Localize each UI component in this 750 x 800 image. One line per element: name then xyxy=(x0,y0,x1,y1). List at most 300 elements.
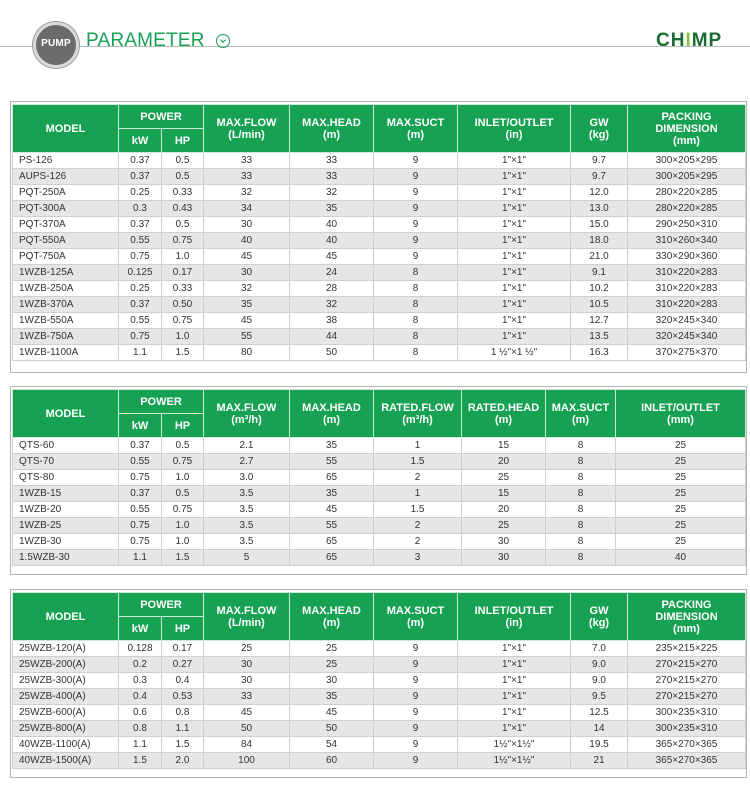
table-cell: 28 xyxy=(290,281,374,297)
table-cell: 35 xyxy=(204,297,290,313)
table-cell: 1.0 xyxy=(162,534,204,550)
model-cell: AUPS-126 xyxy=(13,169,119,185)
table-cell: 9 xyxy=(374,185,458,201)
table-cell: 0.43 xyxy=(162,201,204,217)
table-cell: 0.128 xyxy=(119,641,162,657)
table-row xyxy=(13,217,746,233)
table-cell: 9.1 xyxy=(571,265,628,281)
table-row xyxy=(13,153,746,169)
table-row xyxy=(13,185,746,201)
table-cell: 1"×1" xyxy=(458,265,571,281)
table-row xyxy=(13,297,746,313)
table-cell: 365×270×365 xyxy=(628,753,746,769)
table-cell: 40 xyxy=(290,217,374,233)
table-cell: 16.3 xyxy=(571,345,628,361)
table-cell: 8 xyxy=(546,438,616,454)
table-cell: 30 xyxy=(204,265,290,281)
table-cell: 40 xyxy=(204,233,290,249)
table-cell: 10.2 xyxy=(571,281,628,297)
table-cell: 50 xyxy=(290,345,374,361)
table-cell: 45 xyxy=(204,313,290,329)
table-row xyxy=(13,657,746,673)
table-cell: 1"×1" xyxy=(458,281,571,297)
table-cell: 365×270×365 xyxy=(628,737,746,753)
table-cell: 32 xyxy=(290,297,374,313)
table-cell: 300×205×295 xyxy=(628,153,746,169)
spec-table-3 xyxy=(12,592,746,769)
table-cell: 2 xyxy=(374,518,462,534)
table-cell: 9 xyxy=(374,169,458,185)
table-cell: 9 xyxy=(374,641,458,657)
table-cell: 32 xyxy=(204,281,290,297)
table-cell: 9.5 xyxy=(571,689,628,705)
pump-badge xyxy=(33,22,79,68)
header-packing-dimension: PACKING DIMENSION (mm) xyxy=(628,105,746,153)
table-cell: 65 xyxy=(290,534,374,550)
table-row xyxy=(13,313,746,329)
model-cell: 25WZB-800(A) xyxy=(13,721,119,737)
table-row xyxy=(13,721,746,737)
table-cell: 35 xyxy=(290,689,374,705)
table-cell: 0.37 xyxy=(119,217,162,233)
table-row xyxy=(13,518,746,534)
table-cell: 33 xyxy=(204,169,290,185)
table-cell: 1.5 xyxy=(119,753,162,769)
table-row xyxy=(13,281,746,297)
table-cell: 1"×1" xyxy=(458,297,571,313)
header-inlet-outlet: INLET/OUTLET (mm) xyxy=(616,390,746,438)
header-inlet-outlet: INLET/OUTLET (in) xyxy=(458,105,571,153)
table-cell: 2 xyxy=(374,470,462,486)
pump-badge-label: PUMP xyxy=(41,37,71,49)
table-cell: 0.53 xyxy=(162,689,204,705)
model-cell: QTS-60 xyxy=(13,438,119,454)
model-cell: QTS-80 xyxy=(13,470,119,486)
table-cell: 1.1 xyxy=(162,721,204,737)
header-hp: HP xyxy=(162,617,204,641)
table-cell: 2 xyxy=(374,534,462,550)
table-cell: 25 xyxy=(616,454,746,470)
table-cell: 9.7 xyxy=(571,169,628,185)
header-kw: kW xyxy=(119,414,162,438)
table-cell: 1"×1" xyxy=(458,705,571,721)
table-cell: 55 xyxy=(290,454,374,470)
table-cell: 35 xyxy=(290,486,374,502)
table-cell: 2.0 xyxy=(162,753,204,769)
table-cell: 40 xyxy=(616,550,746,566)
table-cell: 1.5 xyxy=(162,345,204,361)
model-cell: 1WZB-15 xyxy=(13,486,119,502)
table-cell: 0.33 xyxy=(162,281,204,297)
table-cell: 0.55 xyxy=(119,454,162,470)
table-row xyxy=(13,534,746,550)
table-cell: 270×215×270 xyxy=(628,657,746,673)
table-cell: 0.8 xyxy=(162,705,204,721)
table-cell: 30 xyxy=(462,550,546,566)
table-cell: 300×205×295 xyxy=(628,169,746,185)
table-cell: 0.75 xyxy=(119,329,162,345)
table-cell: 9 xyxy=(374,201,458,217)
table-cell: 32 xyxy=(290,185,374,201)
table-cell: 1"×1" xyxy=(458,657,571,673)
header-model: MODEL xyxy=(13,593,119,641)
table-cell: 44 xyxy=(290,329,374,345)
table-cell: 1"×1" xyxy=(458,641,571,657)
header-gw: GW (kg) xyxy=(571,593,628,641)
header-kw: kW xyxy=(119,129,162,153)
model-cell: PS-126 xyxy=(13,153,119,169)
table-row xyxy=(13,265,746,281)
table-cell: 33 xyxy=(290,169,374,185)
header-inlet-outlet: INLET/OUTLET (in) xyxy=(458,593,571,641)
table-cell: 24 xyxy=(290,265,374,281)
table-cell: 0.5 xyxy=(162,169,204,185)
table-cell: 0.5 xyxy=(162,438,204,454)
table-cell: 235×215×225 xyxy=(628,641,746,657)
table-cell: 33 xyxy=(290,153,374,169)
table-cell: 12.7 xyxy=(571,313,628,329)
header-power: POWER xyxy=(119,390,204,414)
header-power: POWER xyxy=(119,105,204,129)
table-cell: 50 xyxy=(290,721,374,737)
table-cell: 5 xyxy=(204,550,290,566)
table-cell: 1 xyxy=(374,438,462,454)
table-row xyxy=(13,438,746,454)
header-kw: kW xyxy=(119,617,162,641)
table-cell: 12.0 xyxy=(571,185,628,201)
table-cell: 1"×1" xyxy=(458,329,571,345)
table-cell: 310×220×283 xyxy=(628,265,746,281)
table-cell: 30 xyxy=(290,673,374,689)
table-cell: 65 xyxy=(290,550,374,566)
table-cell: 0.33 xyxy=(162,185,204,201)
table-cell: 1.1 xyxy=(119,345,162,361)
table-cell: 1.5 xyxy=(374,502,462,518)
table-cell: 0.37 xyxy=(119,169,162,185)
model-cell: 1WZB-1100A xyxy=(13,345,119,361)
table-cell: 0.5 xyxy=(162,153,204,169)
table-cell: 0.25 xyxy=(119,185,162,201)
table-cell: 55 xyxy=(290,518,374,534)
table-cell: 30 xyxy=(204,657,290,673)
table-row xyxy=(13,550,746,566)
table-cell: 3.5 xyxy=(204,518,290,534)
table-cell: 370×275×370 xyxy=(628,345,746,361)
model-cell: 1WZB-550A xyxy=(13,313,119,329)
table-cell: 50 xyxy=(204,721,290,737)
table-cell: 40 xyxy=(290,233,374,249)
table-cell: 2.7 xyxy=(204,454,290,470)
model-cell: 40WZB-1100(A) xyxy=(13,737,119,753)
table-cell: 320×245×340 xyxy=(628,313,746,329)
table-cell: 3.5 xyxy=(204,502,290,518)
table-cell: 0.75 xyxy=(162,233,204,249)
table-cell: 9 xyxy=(374,657,458,673)
table-cell: 3.0 xyxy=(204,470,290,486)
table-row xyxy=(13,705,746,721)
table-cell: 15 xyxy=(462,438,546,454)
table-cell: 8 xyxy=(374,265,458,281)
table-row xyxy=(13,454,746,470)
table-cell: 8 xyxy=(374,281,458,297)
model-cell: 1WZB-370A xyxy=(13,297,119,313)
table-cell: 0.75 xyxy=(119,534,162,550)
table-cell: 8 xyxy=(546,534,616,550)
table-cell: 1"×1" xyxy=(458,249,571,265)
table-cell: 1 xyxy=(374,486,462,502)
header-hp: HP xyxy=(162,129,204,153)
table-cell: 1.5 xyxy=(374,454,462,470)
table-cell: 320×245×340 xyxy=(628,329,746,345)
brand-logo: CHIMP xyxy=(656,30,723,51)
model-cell: 1.5WZB-30 xyxy=(13,550,119,566)
header-max-suct: MAX.SUCT (m) xyxy=(374,105,458,153)
table-cell: 9.0 xyxy=(571,673,628,689)
table-cell: 0.50 xyxy=(162,297,204,313)
table-cell: 14 xyxy=(571,721,628,737)
header-packing-dimension: PACKING DIMENSION (mm) xyxy=(628,593,746,641)
header-power: POWER xyxy=(119,593,204,617)
table-row xyxy=(13,345,746,361)
table-row xyxy=(13,673,746,689)
table-cell: 0.17 xyxy=(162,265,204,281)
table-cell: 13.0 xyxy=(571,201,628,217)
table-cell: 25 xyxy=(616,534,746,550)
table-cell: 1½"×1½" xyxy=(458,753,571,769)
table-cell: 8 xyxy=(546,502,616,518)
table-cell: 8 xyxy=(546,470,616,486)
table-cell: 1"×1" xyxy=(458,153,571,169)
table-cell: 25 xyxy=(290,641,374,657)
spec-table-2 xyxy=(12,389,746,566)
table-cell: 20 xyxy=(462,502,546,518)
table-cell: 45 xyxy=(290,502,374,518)
table-cell: 300×235×310 xyxy=(628,721,746,737)
table-row xyxy=(13,201,746,217)
table-cell: 100 xyxy=(204,753,290,769)
model-cell: 1WZB-250A xyxy=(13,281,119,297)
table-cell: 1"×1" xyxy=(458,689,571,705)
table-cell: 310×220×283 xyxy=(628,297,746,313)
table-cell: 0.3 xyxy=(119,673,162,689)
table-cell: 0.125 xyxy=(119,265,162,281)
header-rated-head: RATED.HEAD (m) xyxy=(462,390,546,438)
table-cell: 18.0 xyxy=(571,233,628,249)
table-cell: 0.6 xyxy=(119,705,162,721)
header-max-suct: MAX.SUCT (m) xyxy=(546,390,616,438)
table-cell: 60 xyxy=(290,753,374,769)
table-cell: 1.5 xyxy=(162,550,204,566)
model-cell: 25WZB-300(A) xyxy=(13,673,119,689)
table-cell: 0.75 xyxy=(162,502,204,518)
model-cell: 1WZB-20 xyxy=(13,502,119,518)
table-cell: 8 xyxy=(546,454,616,470)
table-cell: 300×235×310 xyxy=(628,705,746,721)
page-title: PARAMETER xyxy=(86,30,205,51)
table-cell: 8 xyxy=(374,297,458,313)
header-max-suct: MAX.SUCT (m) xyxy=(374,593,458,641)
table-cell: 0.4 xyxy=(162,673,204,689)
table-cell: 280×220×285 xyxy=(628,185,746,201)
table-cell: 0.75 xyxy=(162,454,204,470)
table-cell: 1"×1" xyxy=(458,313,571,329)
table-cell: 1"×1" xyxy=(458,217,571,233)
table-cell: 20 xyxy=(462,454,546,470)
model-cell: 25WZB-400(A) xyxy=(13,689,119,705)
table-cell: 9 xyxy=(374,705,458,721)
table-cell: 21.0 xyxy=(571,249,628,265)
table-cell: 34 xyxy=(204,201,290,217)
table-cell: 9 xyxy=(374,721,458,737)
table-cell: 12.5 xyxy=(571,705,628,721)
header-hp: HP xyxy=(162,414,204,438)
table-row xyxy=(13,233,746,249)
table-cell: 1.0 xyxy=(162,470,204,486)
table-row xyxy=(13,169,746,185)
table-cell: 0.5 xyxy=(162,217,204,233)
table-cell: 0.27 xyxy=(162,657,204,673)
table-cell: 2.1 xyxy=(204,438,290,454)
table-cell: 19.5 xyxy=(571,737,628,753)
table-cell: 3 xyxy=(374,550,462,566)
table-cell: 0.4 xyxy=(119,689,162,705)
table-cell: 1"×1" xyxy=(458,169,571,185)
header-model: MODEL xyxy=(13,105,119,153)
table-cell: 8 xyxy=(546,550,616,566)
table-cell: 45 xyxy=(204,705,290,721)
table-cell: 0.8 xyxy=(119,721,162,737)
table-cell: 0.5 xyxy=(162,486,204,502)
table-cell: 9 xyxy=(374,689,458,705)
table-cell: 38 xyxy=(290,313,374,329)
spec-table-1 xyxy=(12,104,746,361)
table-cell: 9 xyxy=(374,217,458,233)
table-cell: 65 xyxy=(290,470,374,486)
table-cell: 25 xyxy=(616,502,746,518)
model-cell: QTS-70 xyxy=(13,454,119,470)
table-cell: 9 xyxy=(374,153,458,169)
model-cell: 1WZB-30 xyxy=(13,534,119,550)
table-cell: 15 xyxy=(462,486,546,502)
table-cell: 9 xyxy=(374,249,458,265)
table-cell: 310×260×340 xyxy=(628,233,746,249)
chevron-down-icon xyxy=(216,34,230,48)
table-cell: 0.55 xyxy=(119,502,162,518)
table-cell: 0.37 xyxy=(119,153,162,169)
table-cell: 1.0 xyxy=(162,329,204,345)
model-cell: 25WZB-600(A) xyxy=(13,705,119,721)
table-cell: 84 xyxy=(204,737,290,753)
table-cell: 1"×1" xyxy=(458,721,571,737)
table-cell: 1.1 xyxy=(119,550,162,566)
table-cell: 280×220×285 xyxy=(628,201,746,217)
table-row xyxy=(13,641,746,657)
table-cell: 1.0 xyxy=(162,518,204,534)
model-cell: PQT-370A xyxy=(13,217,119,233)
table-cell: 1"×1" xyxy=(458,673,571,689)
table-cell: 0.75 xyxy=(162,313,204,329)
table-cell: 3.5 xyxy=(204,534,290,550)
table-cell: 270×215×270 xyxy=(628,689,746,705)
table-cell: 0.17 xyxy=(162,641,204,657)
table-cell: 8 xyxy=(374,329,458,345)
table-cell: 0.55 xyxy=(119,233,162,249)
table-cell: 45 xyxy=(290,705,374,721)
table-cell: 290×250×310 xyxy=(628,217,746,233)
header-max-head: MAX.HEAD (m) xyxy=(290,105,374,153)
table-cell: 310×220×283 xyxy=(628,281,746,297)
table-cell: 0.55 xyxy=(119,313,162,329)
header-max-flow: MAX.FLOW (L/min) xyxy=(204,593,290,641)
table-cell: 1.5 xyxy=(162,737,204,753)
table-cell: 45 xyxy=(204,249,290,265)
header-model: MODEL xyxy=(13,390,119,438)
table-cell: 270×215×270 xyxy=(628,673,746,689)
table-cell: 30 xyxy=(204,217,290,233)
table-cell: 10.5 xyxy=(571,297,628,313)
table-cell: 25 xyxy=(204,641,290,657)
header-max-head: MAX.HEAD (m) xyxy=(290,593,374,641)
table-cell: 25 xyxy=(462,470,546,486)
model-cell: 1WZB-750A xyxy=(13,329,119,345)
table-cell: 8 xyxy=(546,486,616,502)
table-cell: 25 xyxy=(462,518,546,534)
table-cell: 0.2 xyxy=(119,657,162,673)
page-header xyxy=(0,0,750,86)
table-cell: 1"×1" xyxy=(458,201,571,217)
table-cell: 15.0 xyxy=(571,217,628,233)
header-max-flow: MAX.FLOW (m³/h) xyxy=(204,390,290,438)
table-cell: 1"×1" xyxy=(458,233,571,249)
table-cell: 30 xyxy=(462,534,546,550)
table-cell: 55 xyxy=(204,329,290,345)
table-cell: 9 xyxy=(374,737,458,753)
table-cell: 30 xyxy=(204,673,290,689)
table-cell: 25 xyxy=(290,657,374,673)
table-cell: 13.5 xyxy=(571,329,628,345)
table-row xyxy=(13,470,746,486)
table-cell: 33 xyxy=(204,153,290,169)
model-cell: 40WZB-1500(A) xyxy=(13,753,119,769)
table-row xyxy=(13,249,746,265)
header-max-head: MAX.HEAD (m) xyxy=(290,390,374,438)
table-cell: 0.37 xyxy=(119,297,162,313)
table-row xyxy=(13,502,746,518)
table-cell: 8 xyxy=(374,345,458,361)
model-cell: 25WZB-200(A) xyxy=(13,657,119,673)
table-cell: 1.0 xyxy=(162,249,204,265)
table-cell: 0.75 xyxy=(119,470,162,486)
table-cell: 0.3 xyxy=(119,201,162,217)
model-cell: PQT-300A xyxy=(13,201,119,217)
table-cell: 0.37 xyxy=(119,486,162,502)
table-cell: 8 xyxy=(374,313,458,329)
table-cell: 9 xyxy=(374,753,458,769)
table-cell: 25 xyxy=(616,486,746,502)
table-row xyxy=(13,753,746,769)
table-cell: 0.37 xyxy=(119,438,162,454)
table-cell: 35 xyxy=(290,438,374,454)
table-cell: 25 xyxy=(616,518,746,534)
table-cell: 35 xyxy=(290,201,374,217)
table-cell: 0.25 xyxy=(119,281,162,297)
table-cell: 9.7 xyxy=(571,153,628,169)
model-cell: 1WZB-125A xyxy=(13,265,119,281)
table-cell: 25 xyxy=(616,438,746,454)
table-cell: 33 xyxy=(204,689,290,705)
table-cell: 54 xyxy=(290,737,374,753)
table-cell: 330×290×360 xyxy=(628,249,746,265)
